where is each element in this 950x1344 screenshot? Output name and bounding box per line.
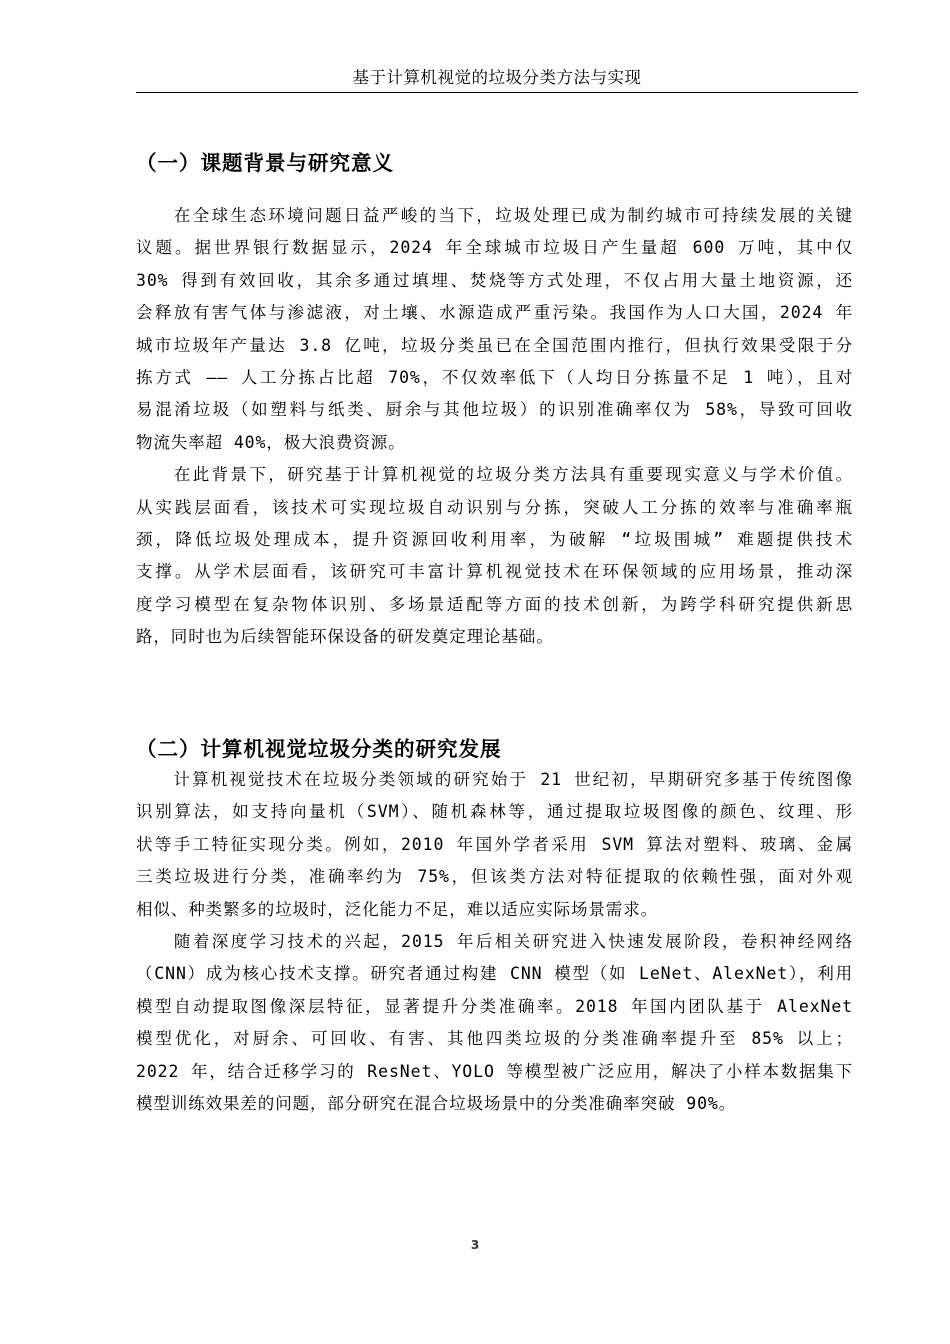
- paragraph-line: 会释放有害气体与渗滤液，对土壤、水源造成严重污染。我国作为人口大国，2024 年: [136, 303, 853, 323]
- paragraph-line: 支撑。从学术层面看，该研究可丰富计算机视觉技术在环保领域的应用场景，推动深: [136, 562, 853, 582]
- paragraph-line: 议题。据世界银行数据显示，2024 年全球城市垃圾日产生量超 600 万吨，其中仅: [136, 238, 853, 258]
- paragraph-line: 模型自动提取图像深层特征，显著提升分类准确率。2018 年国内团队基于 AlexNet: [136, 996, 853, 1016]
- paragraph-line: 模型训练效果差的问题，部分研究在混合垃圾场景中的分类准确率突破 90%。: [136, 1093, 737, 1113]
- paragraph: [136, 200, 853, 459]
- paragraph-line: 城市垃圾年产量达 3.8 亿吨，垃圾分类虽已在全国范围内推行，但执行效果受限于分: [136, 335, 853, 355]
- paragraph-line: 颈，降低垃圾处理成本，提升资源回收利用率，为破解 “垃圾围城” 难题提供技术: [136, 529, 853, 549]
- paragraph-line: 三类垃圾进行分类，准确率约为 75%，但该类方法对特征提取的依赖性强，面对外观: [136, 867, 853, 887]
- paragraph-line: 易混淆垃圾（如塑料与纸类、厨余与其他垃圾）的识别准确率仅为 58%，导致可回收: [136, 400, 853, 420]
- paragraph: [136, 764, 853, 926]
- paragraph-line: 在此背景下，研究基于计算机视觉的垃圾分类方法具有重要现实意义与学术价值。: [136, 465, 853, 485]
- page-number: 3: [470, 1238, 480, 1252]
- running-header: 基于计算机视觉的垃圾分类方法与实现: [136, 66, 858, 93]
- section-heading-background: （一）课题背景与研究意义: [136, 151, 394, 175]
- paragraph-line: 状等手工特征实现分类。例如，2010 年国外学者采用 SVM 算法对塑料、玻璃、金属: [136, 834, 853, 854]
- paragraph-line: 在全球生态环境问题日益严峻的当下，垃圾处理已成为制约城市可持续发展的关键: [136, 206, 853, 225]
- paragraph-line: 度学习模型在复杂物体识别、多场景适配等方面的技术创新，为跨学科研究提供新思: [136, 594, 853, 614]
- paragraph-line: 随着深度学习技术的兴起，2015 年后相关研究进入快速发展阶段，卷积神经网络: [136, 931, 853, 951]
- paragraph-line: （CNN）成为核心技术支撑。研究者通过构建 CNN 模型（如 LeNet、AlexNet），利用: [136, 964, 853, 984]
- section-2-body: [136, 764, 853, 1120]
- paragraph-line: 计算机视觉技术在垃圾分类领域的研究始于 21 世纪初，早期研究多基于传统图像: [136, 770, 853, 789]
- paragraph-line: 拣方式 —— 人工分拣占比超 70%，不仅效率低下（人均日分拣量不足 1 吨），且对: [136, 367, 853, 387]
- paragraph-line: 相似、种类繁多的垃圾时，泛化能力不足，难以适应实际场景需求。: [136, 899, 658, 919]
- paragraph-line: 30% 得到有效回收，其余多通过填埋、焚烧等方式处理，不仅占用大量土地资源，还: [136, 270, 853, 290]
- paragraph: [136, 459, 853, 653]
- paragraph-line: 路，同时也为后续智能环保设备的研发奠定理论基础。: [136, 627, 554, 647]
- paragraph-line: 物流失率超 40%，极大浪费资源。: [136, 432, 406, 452]
- paragraph-line: 识别算法，如支持向量机（SVM）、随机森林等，通过提取垃圾图像的颜色、纹理、形: [136, 802, 853, 822]
- section-heading-development: （二）计算机视觉垃圾分类的研究发展: [136, 737, 502, 761]
- paragraph-line: 模型优化，对厨余、可回收、有害、其他四类垃圾的分类准确率提升至 85% 以上；: [136, 1029, 853, 1049]
- paragraph-line: 2022 年，结合迁移学习的 ResNet、YOLO 等模型被广泛应用，解决了小样本数据集下: [136, 1061, 853, 1081]
- paragraph: [136, 926, 853, 1120]
- paragraph-line: 从实践层面看，该技术可实现垃圾自动识别与分拣，突破人工分拣的效率与准确率瓶: [136, 497, 853, 517]
- section-1-body: [136, 200, 853, 653]
